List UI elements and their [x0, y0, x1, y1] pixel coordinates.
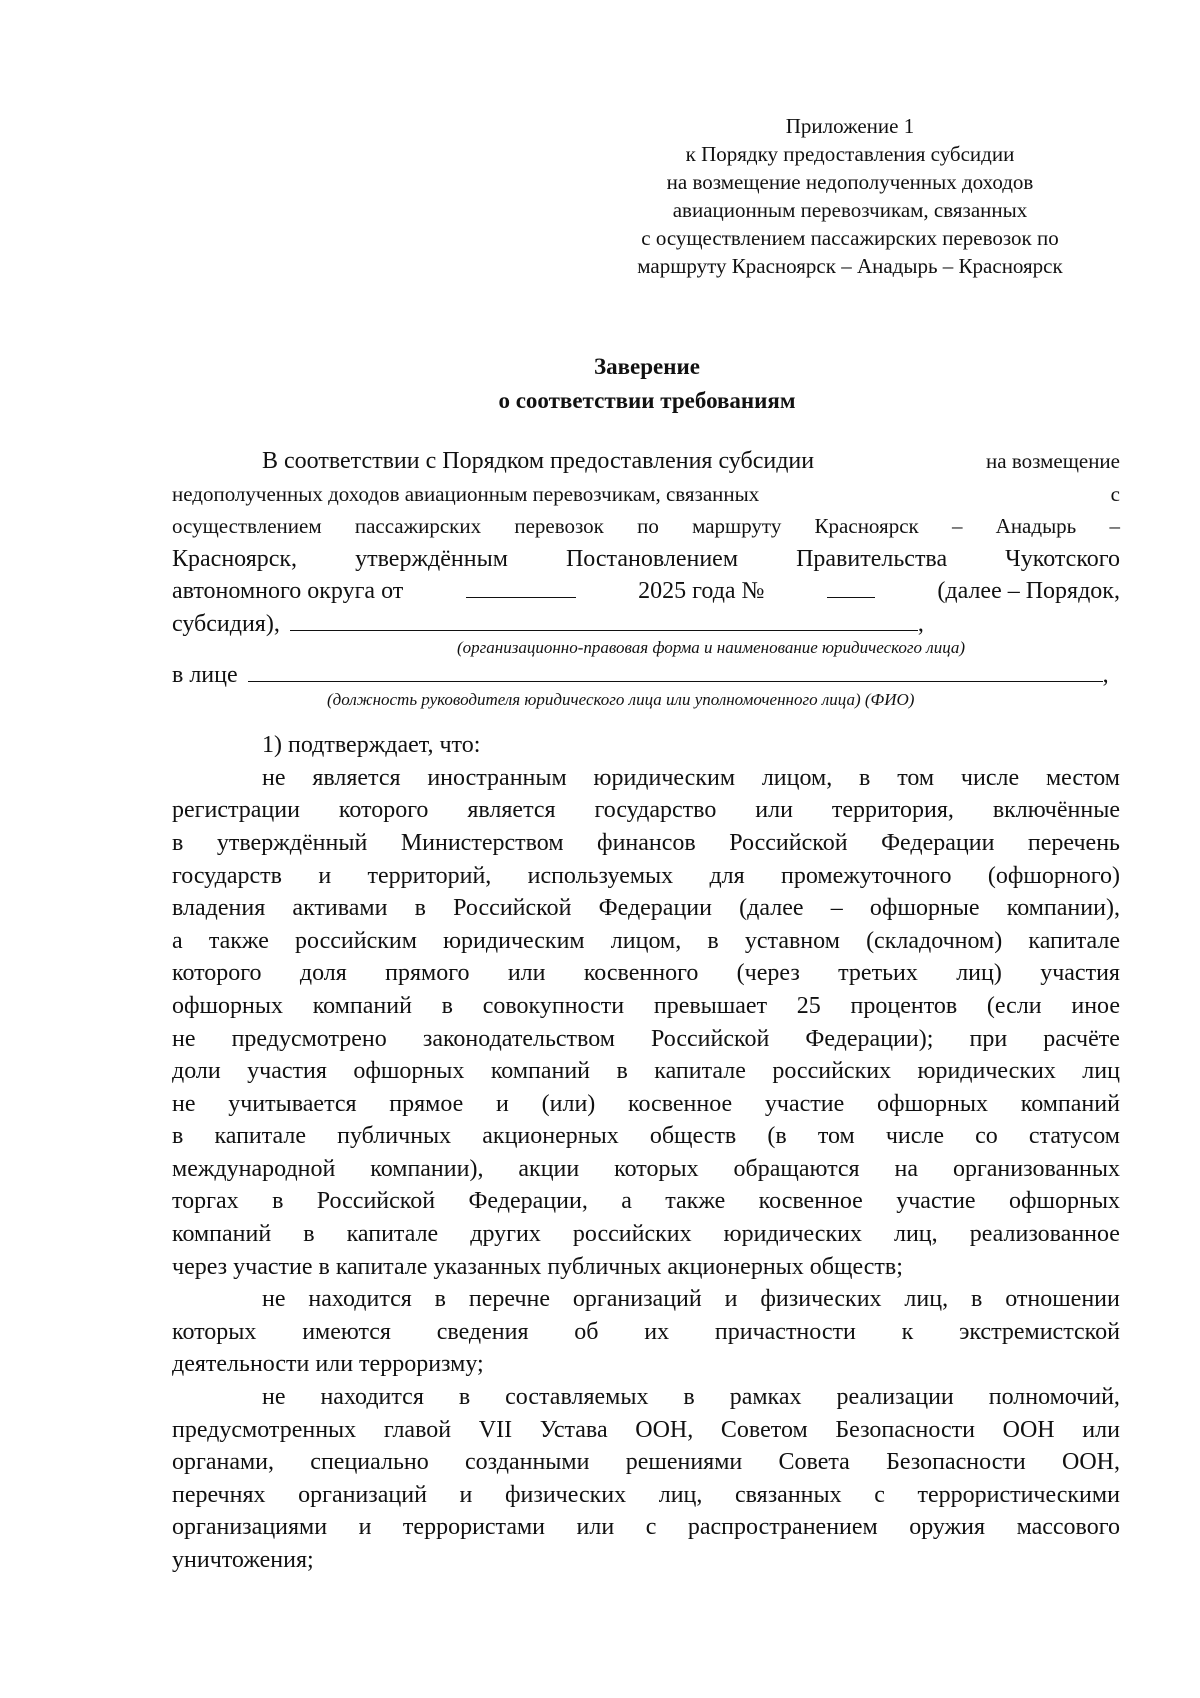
intro-text: В соответствии с Порядком предоставления субсидии — [262, 448, 815, 474]
appendix-line: на возмещение недополученных доходов — [666, 170, 1034, 194]
paragraph-line — [172, 1088, 1120, 1121]
intro-line — [172, 445, 1120, 478]
paragraph-line — [172, 1511, 1120, 1544]
representative-blank-field[interactable] — [248, 659, 1103, 682]
paragraph-line — [172, 957, 1120, 990]
paragraph-line — [172, 1446, 1120, 1479]
intro-text: недополученных доходов авиационным перевозчикам, связанных — [172, 481, 760, 506]
paragraph-text: не является иностранным юридическим лицом, в том числе местом — [262, 764, 1120, 791]
appendix-line: с осуществлением пассажирских перевозок по — [641, 226, 1059, 250]
document-body — [172, 445, 1120, 1577]
paragraph-text: регистрации которого является государство или территория, включённые — [172, 797, 1120, 824]
paragraph-line — [172, 762, 1120, 795]
paragraph-line — [172, 892, 1120, 925]
paragraph-text: организациями и террористами или с распространением оружия массового — [172, 1514, 1120, 1541]
intro-text: (далее – Порядок, — [937, 578, 1120, 605]
paragraph-text: доли участия офшорных компаний в капитале российских юридических лиц — [172, 1058, 1120, 1085]
paragraph-text: через участие в капитале указанных публичных акционерных обществ; — [172, 1253, 903, 1280]
date-blank-field[interactable] — [466, 575, 576, 598]
paragraph-line — [172, 1055, 1120, 1088]
paragraph-text: офшорных компаний в совокупности превышает 25 процентов (если иное — [172, 992, 1120, 1019]
intro-text: с — [1110, 481, 1120, 506]
intro-text: автономного округа от — [172, 578, 404, 605]
appendix-block — [590, 112, 1110, 280]
number-blank-field[interactable] — [827, 575, 875, 598]
paragraph-text: не учитывается прямое и (или) косвенное участие офшорных компаний — [172, 1090, 1120, 1117]
intro-text: Красноярск, утверждённым Постановлением Правительства Чукотского — [172, 545, 1120, 572]
paragraph-text: 1) подтверждает, что: — [262, 732, 481, 759]
paragraph-line — [172, 1120, 1120, 1153]
title-line: Заверение — [594, 354, 700, 379]
intro-text: 2025 года № — [638, 578, 765, 605]
organization-field-caption: (организационно-правовая форма и наименование юридического лица) — [457, 637, 966, 657]
paragraph-text: уничтожения; — [172, 1547, 314, 1573]
intro-text: в лице — [172, 661, 238, 688]
paragraph-text: не находится в перечне организаций и физических лиц, в отношении — [262, 1286, 1120, 1313]
paragraph-line — [172, 794, 1120, 827]
paragraph-line — [172, 1381, 1120, 1414]
paragraph-line — [172, 860, 1120, 893]
intro-line — [172, 478, 1120, 511]
paragraph-line — [172, 1153, 1120, 1186]
intro-line — [172, 543, 1120, 576]
paragraph-text: деятельности или терроризму; — [172, 1351, 484, 1378]
paragraph-text: не находится в составляемых в рамках реализации полномочий, — [262, 1384, 1120, 1411]
paragraph-text: не предусмотрено законодательством Российской Федерации); при расчёте — [172, 1025, 1120, 1052]
paragraph-line — [172, 1479, 1120, 1512]
paragraph-text: владения активами в Российской Федерации (далее – офшорные компании), — [172, 895, 1120, 922]
paragraph-line — [172, 1023, 1120, 1056]
paragraph-text: торгах в Российской Федерации, а также косвенное участие офшорных — [172, 1188, 1120, 1215]
title-line: о соответствии требованиям — [498, 388, 796, 413]
appendix-line: авиационным перевозчикам, связанных — [672, 198, 1028, 222]
appendix-line: к Порядку предоставления субсидии — [685, 142, 1015, 166]
intro-text: субсидия), — [172, 610, 280, 637]
paragraph-text: международной компании), акции которых обращаются на организованных — [172, 1155, 1120, 1182]
intro-line — [172, 510, 1120, 543]
paragraph-text: компаний в капитале других российских юридических лиц, реализованное — [172, 1221, 1120, 1248]
representative-field-caption: (должность руководителя юридического лица или уполномоченного лица) (ФИО) — [327, 690, 915, 710]
paragraph-line — [172, 1251, 1120, 1284]
appendix-line: Приложение 1 — [785, 114, 915, 138]
paragraph-text: которого доля прямого или косвенного (через третьих лиц) участия — [172, 960, 1120, 987]
paragraph-text: в утверждённый Министерством финансов Российской Федерации перечень — [172, 829, 1120, 856]
intro-text: на возмещение — [986, 449, 1120, 473]
paragraph-text: предусмотренных главой VII Устава ООН, Советом Безопасности ООН или — [172, 1416, 1120, 1443]
intro-line — [172, 575, 1120, 608]
paragraph-line — [172, 729, 1120, 762]
paragraph-text: государств и территорий, используемых для промежуточного (офшорного) — [172, 862, 1120, 889]
appendix-line: маршруту Красноярск – Анадырь – Красноярск — [637, 254, 1063, 278]
paragraph-line — [172, 1544, 1120, 1577]
paragraph-text: перечнях организаций и физических лиц, связанных с террористическими — [172, 1481, 1120, 1508]
paragraph-line — [172, 1185, 1120, 1218]
intro-line — [172, 659, 1120, 692]
paragraph-line — [172, 990, 1120, 1023]
document-title — [172, 350, 1122, 418]
paragraph-line — [172, 1316, 1120, 1349]
intro-text: , — [1102, 661, 1109, 688]
paragraph-line — [172, 1348, 1120, 1381]
intro-text: , — [917, 610, 924, 637]
paragraph-line — [172, 1218, 1120, 1251]
paragraph-line — [172, 1283, 1120, 1316]
organization-name-blank-field[interactable] — [290, 608, 918, 631]
paragraph-line — [172, 827, 1120, 860]
paragraph-text: в капитале публичных акционерных обществ (в том числе со статусом — [172, 1123, 1120, 1150]
paragraph-text: которых имеются сведения об их причастности к экстремистской — [172, 1318, 1120, 1345]
paragraph-line — [172, 925, 1120, 958]
paragraph-text: а также российским юридическим лицом, в уставном (складочном) капитале — [172, 927, 1120, 954]
intro-text: осуществлением пассажирских перевозок по маршруту Красноярск – Анадырь – — [172, 514, 1120, 539]
paragraph-text: органами, специально созданными решениями Совета Безопасности ООН, — [172, 1449, 1120, 1476]
paragraph-line — [172, 1414, 1120, 1447]
